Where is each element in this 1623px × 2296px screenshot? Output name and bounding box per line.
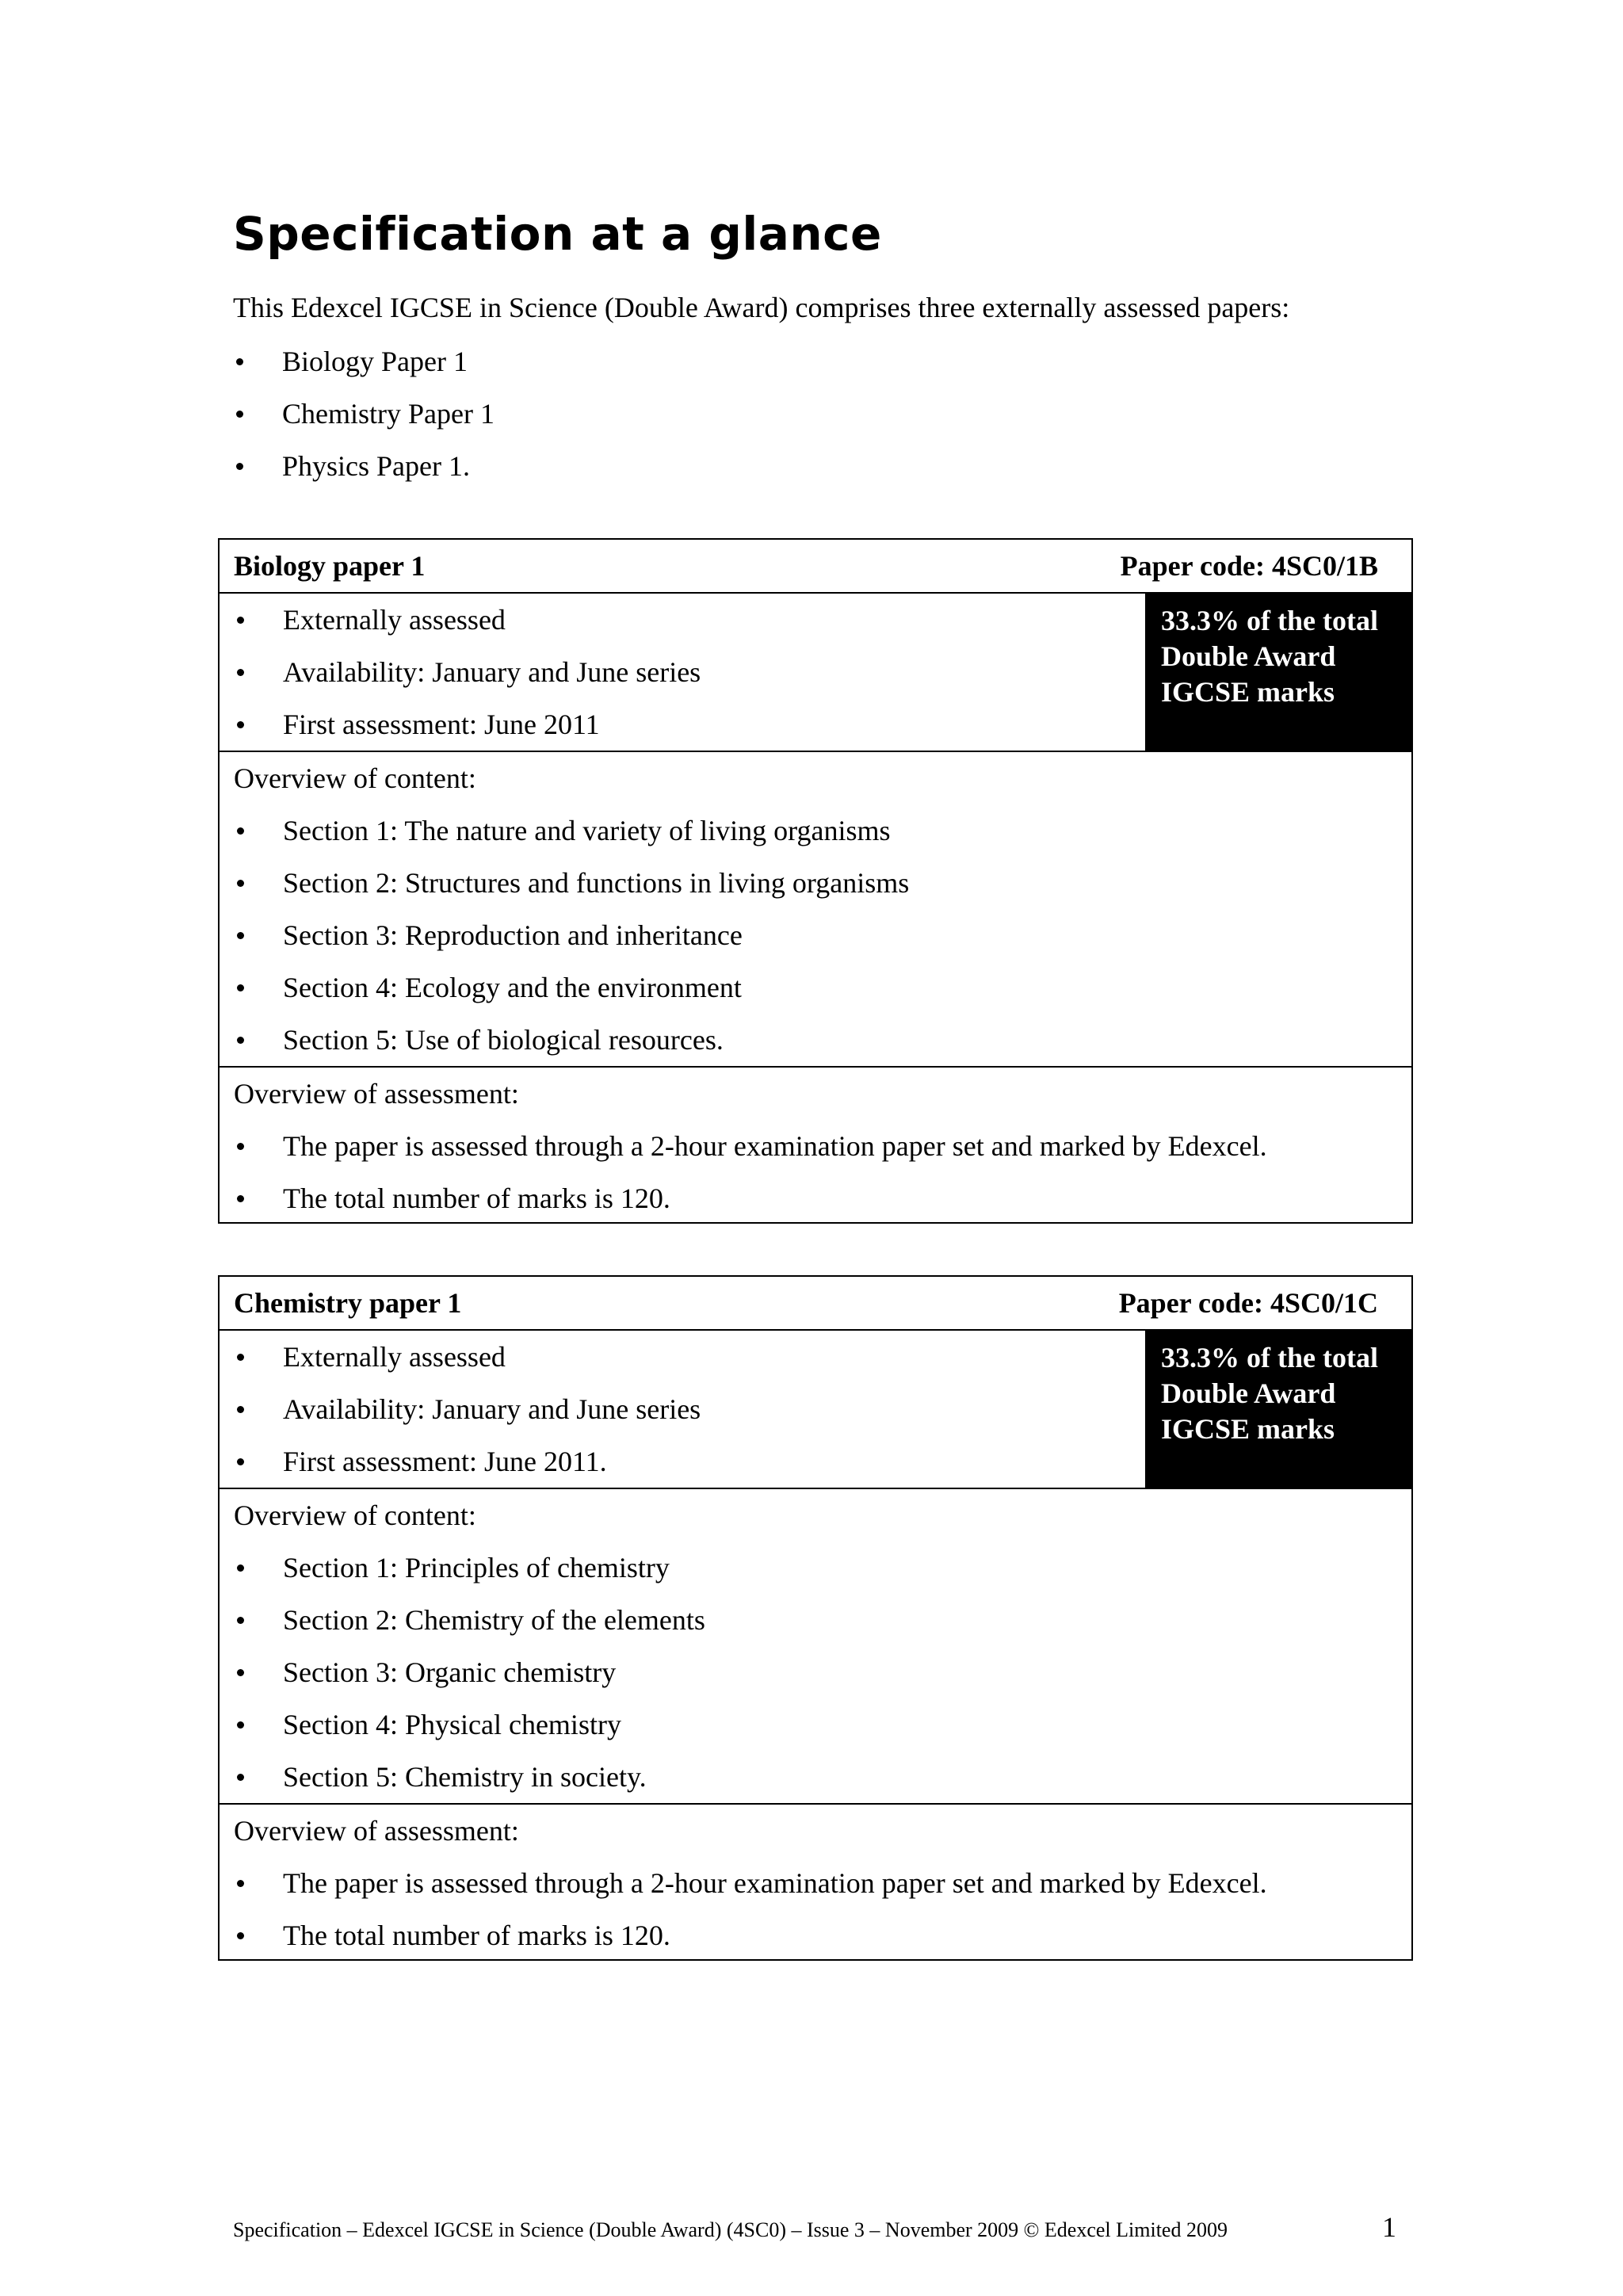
assessment-overview-list bbox=[234, 1857, 1267, 1962]
marks-line: Double Award bbox=[1161, 1377, 1336, 1409]
list-item: First assessment: June 2011 bbox=[234, 698, 701, 751]
assessment-details-row bbox=[220, 1331, 1411, 1489]
list-item: Availability: January and June series bbox=[234, 646, 701, 698]
content-overview-row bbox=[220, 752, 1411, 1068]
list-item: Biology Paper 1 bbox=[233, 335, 495, 388]
paper-code: Paper code: 4SC0/1B bbox=[1120, 550, 1378, 582]
list-item: Section 1: The nature and variety of living organisms bbox=[234, 804, 909, 857]
list-item: Section 5: Chemistry in society. bbox=[234, 1751, 705, 1803]
list-item: Section 3: Reproduction and inheritance bbox=[234, 909, 909, 961]
marks-line: IGCSE marks bbox=[1161, 1413, 1335, 1445]
paper-box-header bbox=[220, 540, 1411, 594]
list-item: Physics Paper 1. bbox=[233, 440, 495, 492]
content-overview-label: Overview of content: bbox=[234, 762, 476, 794]
assessment-details-row bbox=[220, 594, 1411, 752]
paper-name: Chemistry paper 1 bbox=[234, 1287, 462, 1319]
footer-text: Specification – Edexcel IGCSE in Science (Double Award) (4SC0) – Issue 3 – November 2009 © Edexcel Limited 2009 bbox=[233, 2218, 1228, 2241]
content-section-list bbox=[234, 804, 909, 1066]
assessment-overview-label: Overview of assessment: bbox=[234, 1815, 519, 1847]
assessment-overview-label: Overview of assessment: bbox=[234, 1078, 519, 1110]
list-item: Section 2: Structures and functions in living organisms bbox=[234, 857, 909, 909]
assessment-overview-row bbox=[220, 1068, 1411, 1224]
list-item: The paper is assessed through a 2-hour examination paper set and marked by Edexcel. bbox=[234, 1120, 1267, 1172]
list-item: Section 4: Ecology and the environment bbox=[234, 961, 909, 1014]
list-item: Externally assessed bbox=[234, 1331, 701, 1383]
assessment-overview-row bbox=[220, 1805, 1411, 1962]
content-overview-row bbox=[220, 1489, 1411, 1805]
content-section-list bbox=[234, 1541, 705, 1803]
content-overview-label: Overview of content: bbox=[234, 1499, 476, 1531]
list-item: Section 1: Principles of chemistry bbox=[234, 1541, 705, 1594]
list-item: Externally assessed bbox=[234, 594, 701, 646]
list-item: Chemistry Paper 1 bbox=[233, 388, 495, 440]
marks-weighting-panel bbox=[1145, 594, 1411, 751]
chemistry-paper-box bbox=[218, 1275, 1413, 1961]
list-item: Availability: January and June series bbox=[234, 1383, 701, 1435]
page-title: Specification at a glance bbox=[233, 207, 882, 261]
list-item: Section 3: Organic chemistry bbox=[234, 1646, 705, 1698]
list-item: The total number of marks is 120. bbox=[234, 1172, 1267, 1224]
list-item: Section 4: Physical chemistry bbox=[234, 1698, 705, 1751]
list-item: Section 5: Use of biological resources. bbox=[234, 1014, 909, 1066]
paper-box-header bbox=[220, 1277, 1411, 1331]
paper-code: Paper code: 4SC0/1C bbox=[1118, 1287, 1378, 1319]
intro-paper-list bbox=[233, 335, 495, 492]
assessment-details-list bbox=[234, 594, 701, 751]
assessment-overview-list bbox=[234, 1120, 1267, 1224]
intro-paragraph: This Edexcel IGCSE in Science (Double Award) comprises three externally assessed papers: bbox=[233, 292, 1290, 323]
marks-weighting-panel bbox=[1145, 1331, 1411, 1488]
list-item: Section 2: Chemistry of the elements bbox=[234, 1594, 705, 1646]
list-item: The total number of marks is 120. bbox=[234, 1909, 1267, 1962]
paper-name: Biology paper 1 bbox=[234, 550, 426, 582]
page-number: 1 bbox=[1382, 2211, 1396, 2243]
marks-line: Double Award bbox=[1161, 640, 1336, 672]
marks-line: IGCSE marks bbox=[1161, 676, 1335, 708]
assessment-details-list bbox=[234, 1331, 701, 1488]
marks-line: 33.3% of the total bbox=[1161, 1342, 1378, 1373]
marks-line: 33.3% of the total bbox=[1161, 605, 1378, 636]
list-item: The paper is assessed through a 2-hour examination paper set and marked by Edexcel. bbox=[234, 1857, 1267, 1909]
biology-paper-box bbox=[218, 538, 1413, 1224]
list-item: First assessment: June 2011. bbox=[234, 1435, 701, 1488]
